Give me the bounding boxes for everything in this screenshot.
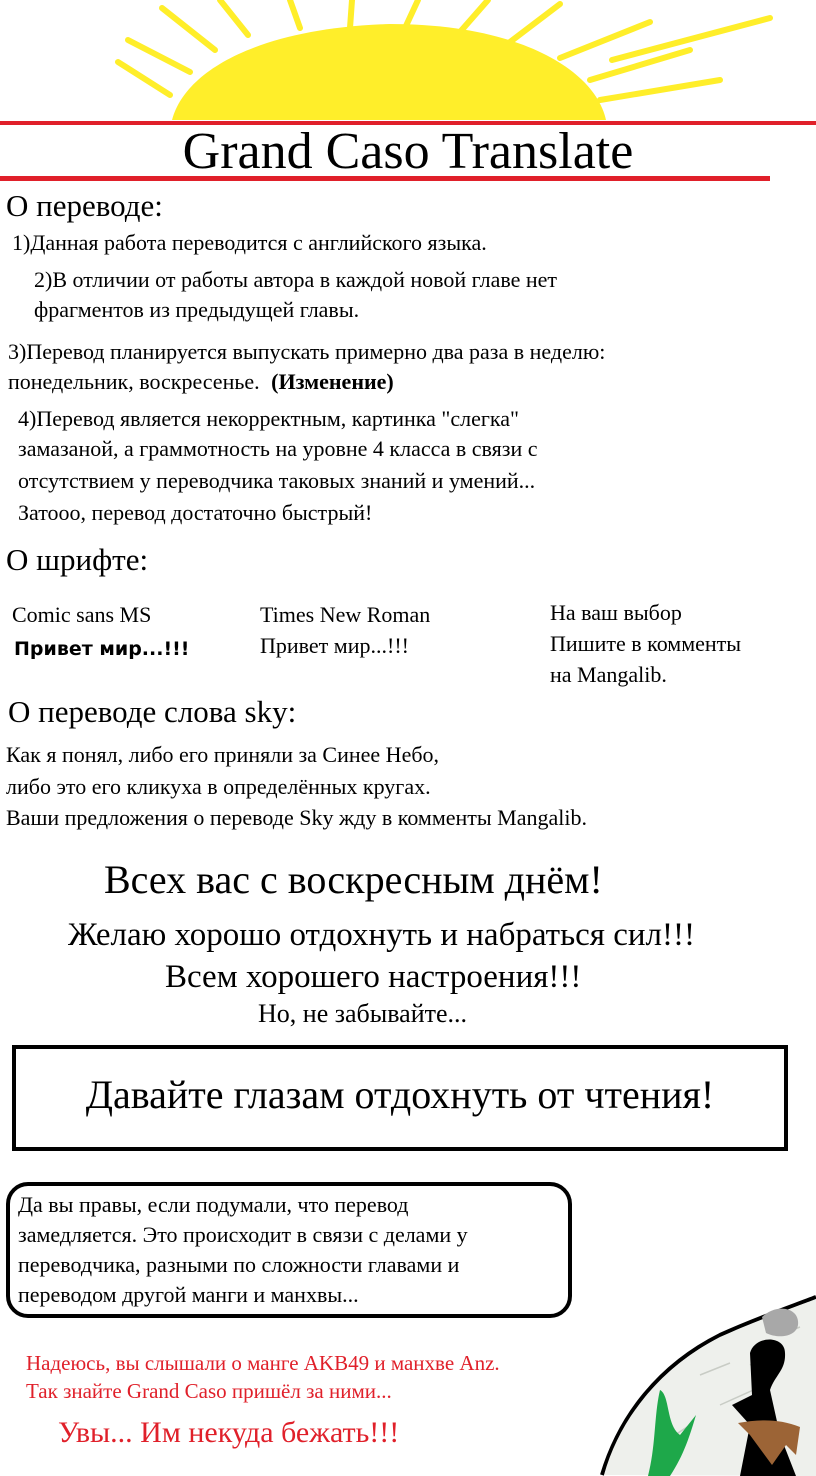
about-item-1: 1)Данная работа переводится с английского языка. bbox=[12, 230, 487, 255]
about-sky-line-3: Ваши предложения о переводе Sky жду в комменты Mangalib. bbox=[6, 805, 587, 830]
slowdown-line-4: переводом другой манги и манхвы... bbox=[18, 1282, 359, 1307]
about-item-2-line-1: 2)В отличии от работы автора в каждой новой главе нет bbox=[34, 267, 558, 292]
font-col-3-line-1: На ваш выбор bbox=[550, 600, 682, 625]
rest-eyes-box bbox=[12, 1045, 788, 1151]
greeting-line-3: Всем хорошего настроения!!! bbox=[165, 959, 582, 995]
about-translation-heading: О переводе: bbox=[6, 188, 163, 223]
about-item-3-line-2 bbox=[8, 367, 394, 397]
slowdown-line-1: Да вы правы, если подумали, что перевод bbox=[18, 1192, 409, 1217]
footer-shout: Увы... Им некуда бежать!!! bbox=[58, 1416, 400, 1449]
greeting-line-1: Всех вас с воскресным днём! bbox=[104, 857, 603, 902]
slowdown-speech-box bbox=[6, 1182, 572, 1318]
about-item-3-note: (Изменение) bbox=[271, 369, 394, 394]
rest-eyes-text: Давайте глазам отдохнуть от чтения! bbox=[85, 1072, 715, 1117]
about-item-4-line-1: 4)Перевод является некорректным, картинка "слегка" bbox=[18, 406, 519, 431]
about-item-4-line-4: Затооо, перевод достаточно быстрый! bbox=[18, 500, 373, 525]
font-col-1-name: Comic sans MS bbox=[12, 602, 152, 627]
page-title: Grand Caso Translate bbox=[182, 123, 634, 180]
font-col-2-name: Times New Roman bbox=[260, 602, 431, 627]
slowdown-line-2: замедляется. Это происходит в связи с делами у bbox=[18, 1222, 468, 1247]
about-sky-line-2: либо это его кликуха в определённых кругах. bbox=[6, 774, 431, 799]
font-col-3-line-3: на Mangalib. bbox=[550, 662, 667, 687]
font-col-1-sample: Привет мир...!!! bbox=[14, 638, 190, 660]
about-sky-heading: О переводе слова sky: bbox=[8, 694, 297, 729]
font-col-2-sample: Привет мир...!!! bbox=[260, 633, 409, 658]
slowdown-text bbox=[18, 1190, 468, 1310]
about-sky-line-1: Как я понял, либо его приняли за Синее Небо, bbox=[6, 742, 440, 767]
sun-drawing bbox=[0, 0, 816, 130]
mountain-doodle bbox=[600, 1295, 816, 1476]
about-item-4-line-2: замазаной, а граммотность на уровне 4 класса в связи с bbox=[18, 436, 538, 461]
about-item-2-line-2: фрагментов из предыдущей главы. bbox=[34, 297, 360, 322]
about-item-3-line-1: 3)Перевод планируется выпускать примерно два раза в неделю: bbox=[8, 339, 606, 364]
footer-line-2: Так знайте Grand Caso пришёл за ними... bbox=[26, 1379, 392, 1403]
greeting-line-2: Желаю хорошо отдохнуть и набраться сил!!! bbox=[68, 917, 695, 953]
footer-line-1: Надеюсь, вы слышали о манге AKB49 и манхве Anz. bbox=[26, 1351, 500, 1375]
about-item-4-line-3: отсутствием у переводчика таковых знаний и умений... bbox=[18, 468, 536, 493]
about-font-heading: О шрифте: bbox=[6, 542, 149, 577]
font-col-3-line-2: Пишите в комменты bbox=[550, 631, 742, 656]
greeting-line-4: Но, не забывайте... bbox=[258, 999, 468, 1028]
about-item-3-days: понедельник, воскресенье. bbox=[8, 369, 260, 394]
slowdown-line-3: переводчика, разными по сложности главами и bbox=[18, 1252, 460, 1277]
